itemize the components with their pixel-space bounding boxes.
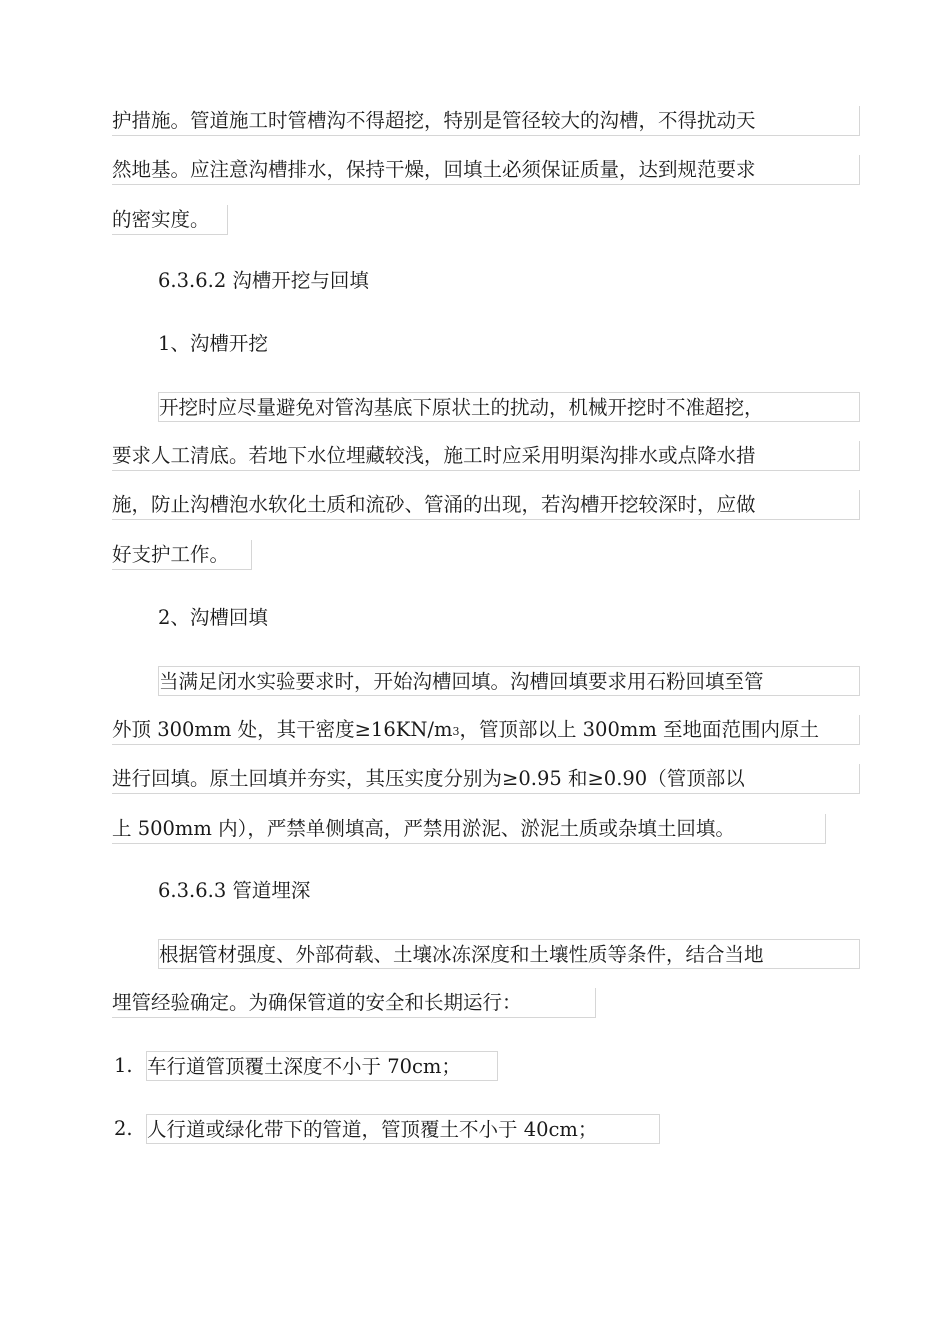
list-number: 2.	[114, 1117, 133, 1140]
list-number: 1.	[114, 1054, 133, 1077]
text-segment: ，管顶部以上 300mm 至地面范围内原土	[459, 718, 820, 741]
text-line	[112, 715, 860, 745]
text-line: 护措施。管道施工时管槽沟不得超挖，特别是管径较大的沟槽，不得扰动天	[112, 106, 860, 136]
section-heading-6363: 6.3.6.3 管道埋深	[158, 879, 311, 902]
text-line: 施，防止沟槽泡水软化土质和流砂、管涌的出现，若沟槽开挖较深时，应做	[112, 490, 860, 520]
text-line: 然地基。应注意沟槽排水，保持干燥，回填土必须保证质量，达到规范要求	[112, 155, 860, 185]
text-line: 进行回填。原土回填并夯实，其压实度分别为≥0.95 和≥0.90（管顶部以	[112, 764, 860, 794]
superscript: 3	[452, 725, 460, 738]
subheading-backfill: 2、沟槽回填	[158, 606, 268, 629]
text-line: 上 500mm 内），严禁单侧填高，严禁用淤泥、淤泥土质或杂填土回填。	[112, 814, 826, 844]
text-line: 埋管经验确定。为确保管道的安全和长期运行：	[112, 988, 596, 1018]
subheading-excavation: 1、沟槽开挖	[158, 332, 268, 355]
text-line: 好支护工作。	[112, 540, 252, 570]
section-heading-6362: 6.3.6.2 沟槽开挖与回填	[158, 269, 369, 292]
text-line: 开挖时应尽量避免对管沟基底下原状土的扰动，机械开挖时不准超挖，	[158, 392, 860, 422]
text-segment: 外顶 300mm 处，其干密度≥16KN/m	[112, 718, 453, 741]
text-line: 的密实度。	[112, 205, 228, 235]
list-item-text: 人行道或绿化带下的管道，管顶覆土不小于 40cm；	[146, 1114, 660, 1144]
text-line: 当满足闭水实验要求时，开始沟槽回填。沟槽回填要求用石粉回填至管	[158, 666, 860, 696]
list-item-text: 车行道管顶覆土深度不小于 70cm；	[146, 1051, 498, 1081]
text-line: 根据管材强度、外部荷载、土壤冰冻深度和土壤性质等条件，结合当地	[158, 939, 860, 969]
text-line: 要求人工清底。若地下水位埋藏较浅，施工时应采用明渠沟排水或点降水措	[112, 441, 860, 471]
